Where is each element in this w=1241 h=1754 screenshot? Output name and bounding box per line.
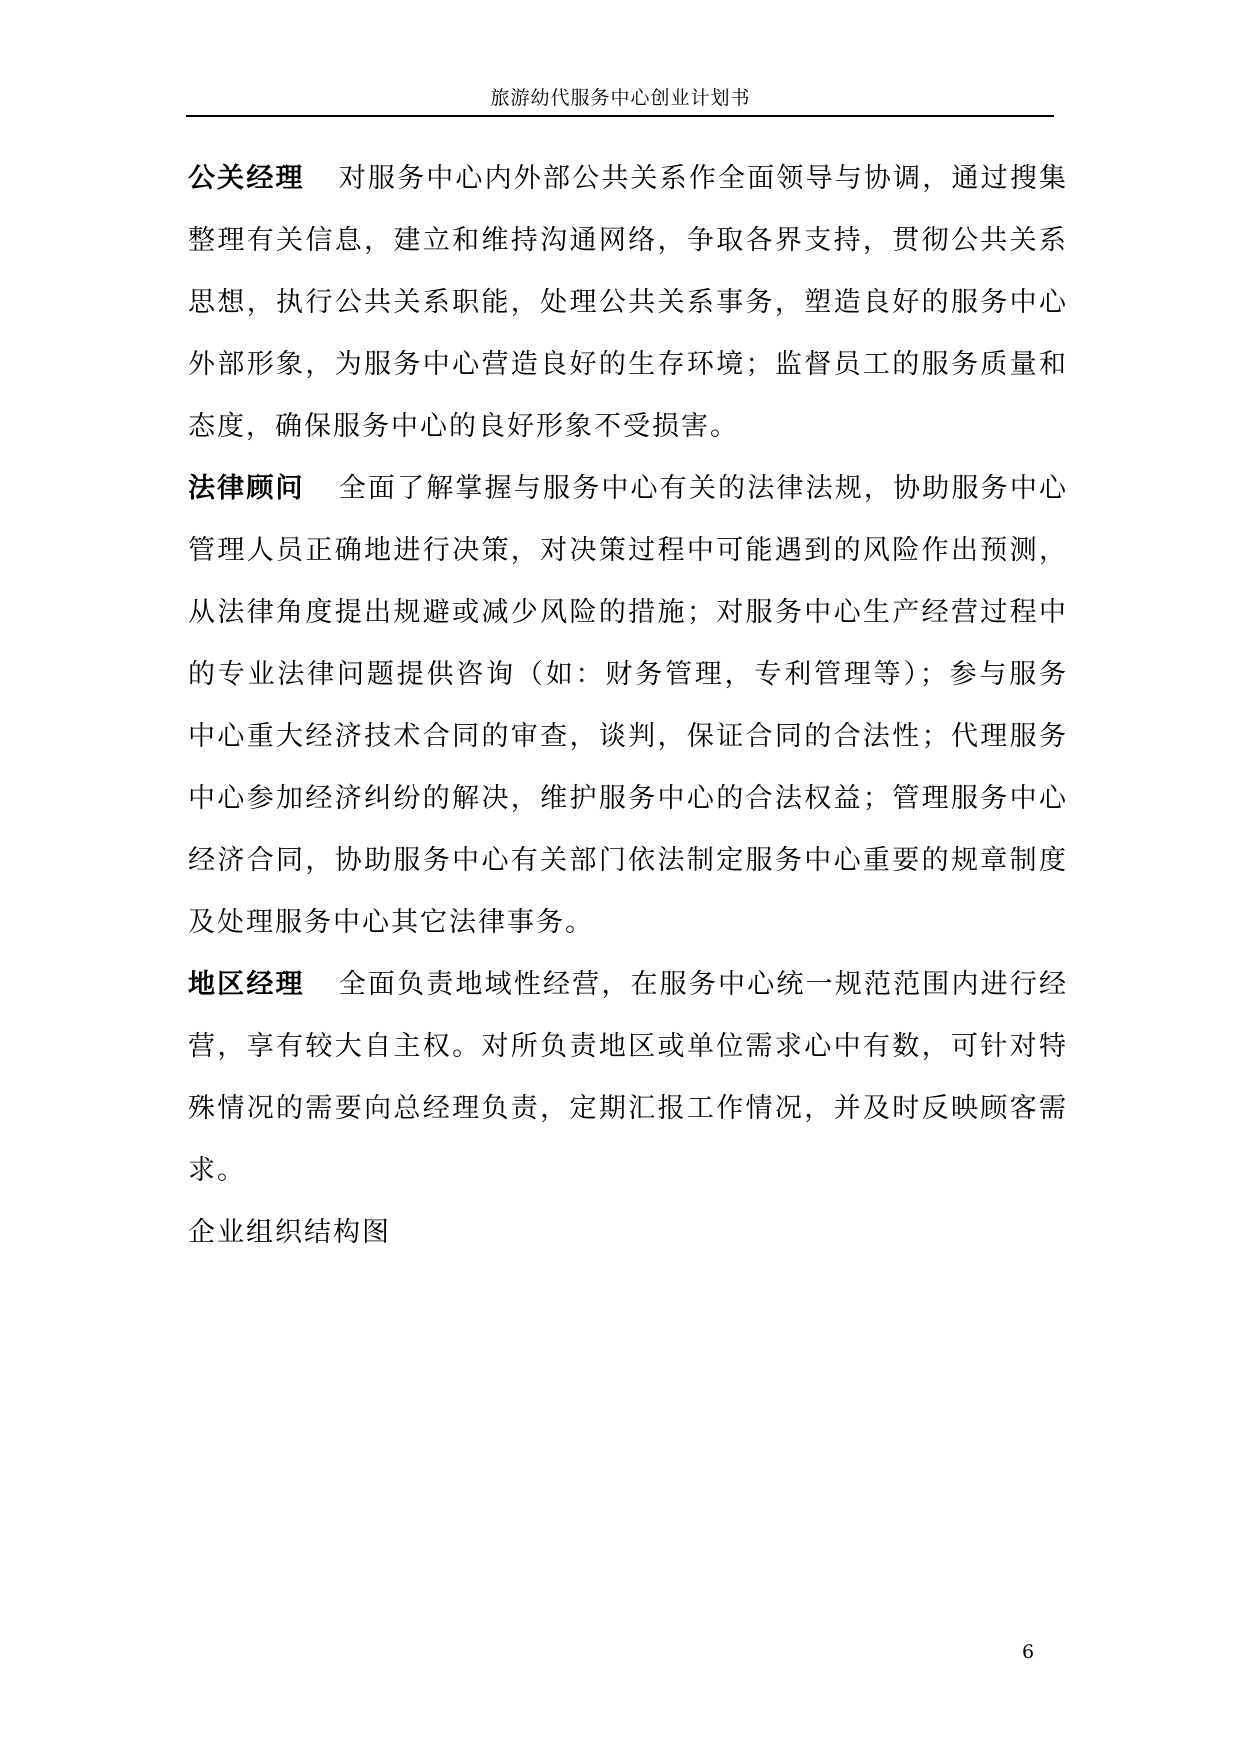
section-regional-manager xyxy=(188,954,1068,1202)
section-term: 地区经理 xyxy=(188,969,305,1000)
section-term: 公关经理 xyxy=(188,163,305,194)
figure-caption: 企业组织结构图 xyxy=(188,1217,391,1248)
section-public-relations-manager xyxy=(188,148,1068,458)
section-body: 全面了解掌握与服务中心有关的法律法规，协助服务中心管理人员正确地进行决策，对决策过程中可能遇到的风险作出预测，从法律角度提出规避或减少风险的措施；对服务中心生产经营过程中的专业法律问题提供咨询（如：财务管理，专利管理等）；参与服务中心重大经济技术合同的审查，谈判，保证合同的合法性；代理服务中心参加经济纠纷的解决，维护服务中心的合法权益；管理服务中心经济合同，协助服务中心有关部门依法制定服务中心重要的规章制度及处理服务中心其它法律事务。 xyxy=(188,473,1069,938)
page-body xyxy=(188,148,1068,1264)
section-legal-advisor xyxy=(188,458,1068,954)
running-header-title: 旅游幼代服务中心创业计划书 xyxy=(490,87,751,109)
section-body: 对服务中心内外部公共关系作全面领导与协调，通过搜集整理有关信息，建立和维持沟通网络，争取各界支持，贯彻公共关系思想，执行公共关系职能，处理公共关系事务，塑造良好的服务中心外部形象，为服务中心营造良好的生存环境；监督员工的服务质量和态度，确保服务中心的良好形象不受损害。 xyxy=(188,163,1069,442)
section-term: 法律顾问 xyxy=(188,473,305,504)
section-body: 全面负责地域性经营，在服务中心统一规范范围内进行经营，享有较大自主权。对所负责地区或单位需求心中有数，可针对特殊情况的需要向总经理负责，定期汇报工作情况，并及时反映顾客需求。 xyxy=(188,969,1069,1186)
header-divider xyxy=(186,115,1054,117)
page-number: 6 xyxy=(1021,1641,1035,1663)
